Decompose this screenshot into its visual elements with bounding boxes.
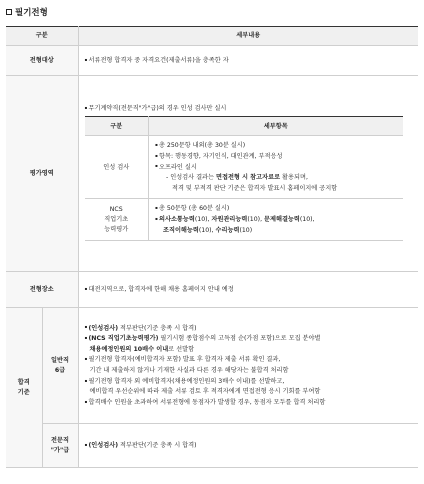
row-criteria-general [6, 308, 418, 424]
eval-inner-table [85, 116, 403, 241]
general-item-line2: 채용예정인원의 10배수 이내로 선발함 [89, 345, 195, 353]
personality-note-line2: 적격 및 부적격 판단 기준은 합격자 발표시 홈페이지에 공지함 [172, 184, 338, 192]
professional-item: ▪ (인성검사) 적부판단(기준 충족 시 합격) [85, 441, 419, 451]
venue-label: 전형장소 [6, 272, 78, 308]
inner-header-category: 구분 [85, 117, 149, 136]
general-item-line2: 예비합격 우선순위에 따라 제출 서류 검토 후 적격자에게 면접전형 응시 기회를 부여함 [89, 388, 321, 396]
general-item: ▪ 필기전형 합격자(예비합격자 포함) 발표 후 합격자 제출 서류 확인 결과, [85, 355, 419, 365]
personality-item: ▪ 항목: 행동경향, 자기인식, 대인관계, 부적응성 [155, 152, 403, 162]
row-criteria-professional [6, 424, 418, 468]
inner-row-personality [85, 136, 403, 199]
row-target [6, 46, 418, 76]
personality-note: - 인성검사 결과는 면접전형 시 참고자료로 활용되며, [166, 174, 308, 182]
ncs-areas-line2: 조직이해능력(10), 수리능력(10) [163, 226, 253, 234]
ncs-item: ▪ 총 50문항 (총 60분 실시) [155, 204, 403, 214]
general-item: ▪ 필기전형 합격자 외 예비합격자(채용예정인원의 3배수 이내)를 선발하고, [85, 377, 419, 387]
ncs-label: NCS 직업기초 능력평가 [85, 199, 149, 241]
eval-intro: ▪ 무기계약직(전문직"가"급)의 경우 인성 검사만 실시 [85, 104, 419, 114]
inner-row-ncs [85, 199, 403, 241]
general-item-line2: 기간 내 제출하지 않거나 기재한 사실과 다른 경우 해당자는 불합격 처리함 [89, 367, 289, 374]
row-venue [6, 272, 418, 308]
general-item: ▪ 합격배수 인원을 초과하여 서류전형에 동점자가 발생할 경우, 동점자 모두를 합격 처리함 [85, 398, 419, 408]
inner-header-row [85, 117, 403, 136]
section-title-text: 필기전형 [15, 8, 48, 18]
inner-header-items: 세부항목 [149, 117, 403, 136]
section-title [6, 6, 48, 18]
professional-label: 전문직 "가"급 [42, 424, 78, 468]
eval-label: 평가영역 [6, 76, 78, 272]
criteria-label: 합격 기준 [6, 308, 42, 468]
header-details: 세부내용 [78, 27, 418, 46]
general-label: 일반직 6급 [42, 308, 78, 424]
ncs-areas: ▪ 의사소통능력(10), 자원관리능력(10), 문제해결능력(10), [155, 215, 403, 225]
personality-item: ▪ 오프라인 실시 [155, 163, 403, 173]
general-item: ▪ (NCS 직업기초능력평가) 필기시험 종합점수의 고득점 순(가점 포함)으로 모집 분야별 [85, 334, 419, 344]
row-eval [6, 76, 418, 272]
table-header-row [6, 27, 418, 46]
personality-label: 인성 검사 [85, 136, 149, 199]
written-exam-table [6, 26, 418, 468]
target-text: ▪ 서류전형 합격자 중 자격요건(제출서류)을 충족한 자 [85, 56, 419, 66]
general-item: ▪ (인성검사) 적부판단(기준 충족 시 합격) [85, 324, 419, 334]
square-icon [6, 9, 12, 15]
venue-text: ▪ 대전지역으로, 합격자에 한해 채용 홈페이지 안내 예정 [85, 285, 419, 295]
header-category: 구분 [6, 27, 78, 46]
target-label: 전형대상 [6, 46, 78, 76]
personality-item: ▪ 총 250문항 내외(총 30분 실시) [155, 141, 403, 151]
